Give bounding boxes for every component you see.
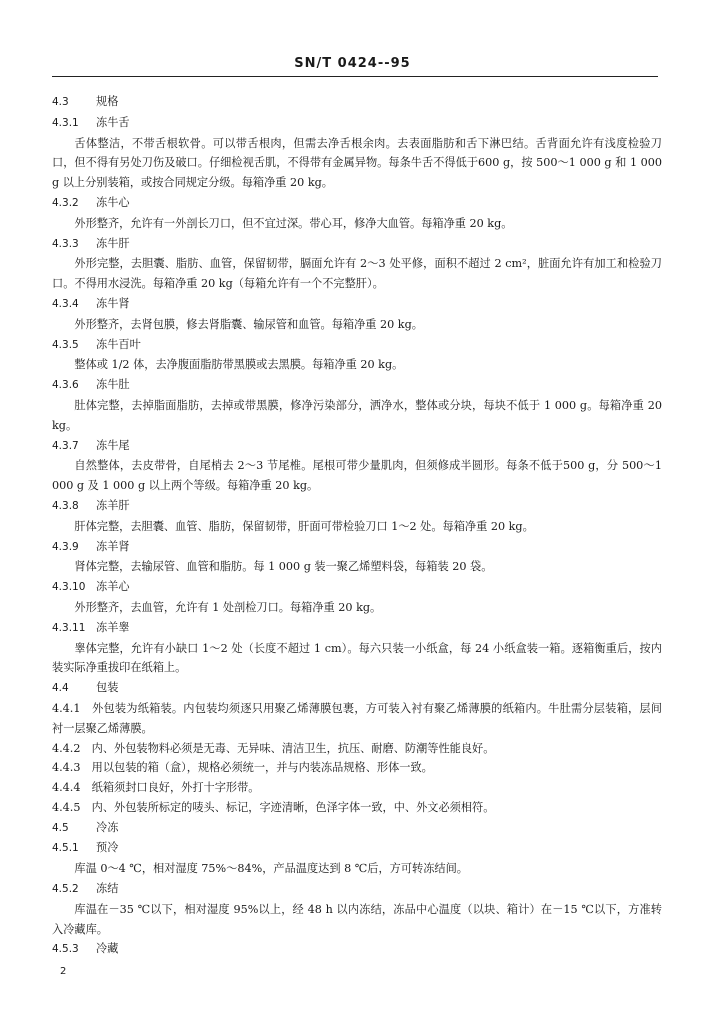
- section-heading: [52, 618, 662, 639]
- section-title: 冻牛舌: [96, 115, 130, 129]
- paragraph: 肚体完整，去掉脂面脂肪，去掉或带黑膜，修净污染部分，洒净水，整体或分块，每块不低于 1 000 g。每箱净重 20 kg。: [52, 398, 662, 432]
- paragraph: 库温在－35 ℃以下，相对湿度 95%以上，经 48 h 以内冻结，冻品中心温度（以块、箱计）在－15 ℃以下，方准转入冷藏库。: [52, 902, 662, 936]
- paragraph: 外形整齐，去肾包膜，修去肾脂囊、输尿管和血管。每箱净重 20 kg。: [74, 317, 423, 331]
- paragraph: 4.4.2 内、外包装物料必须是无毒、无异味、清洁卫生，抗压、耐磨、防潮等性能良好。: [52, 741, 495, 755]
- section-number: 4.3.7: [52, 439, 79, 452]
- section-title: 预冷: [96, 841, 119, 855]
- header-rule: [52, 76, 658, 77]
- section-title: 冻牛百叶: [96, 337, 141, 351]
- section-heading: [52, 496, 662, 517]
- section-heading: [52, 113, 662, 134]
- standard-code-header: SN/T 0424--95: [294, 56, 411, 71]
- section-number: 4.3.5: [52, 338, 79, 351]
- section-number: 4.3: [52, 96, 69, 108]
- section-heading: [52, 838, 662, 859]
- section-number: 4.3.6: [52, 379, 79, 392]
- paragraph: 4.4.3 用以包装的箱（盒），规格必须统一，并与内装冻品规格、形体一致。: [52, 761, 433, 775]
- section-title: 规格: [96, 95, 119, 108]
- section-heading: [52, 577, 662, 598]
- section-heading: [52, 436, 662, 457]
- section-heading: [52, 234, 662, 255]
- section-number: 4.5.1: [52, 842, 79, 855]
- paragraph: 舌体整洁，不带舌根软骨。可以带舌根肉，但需去净舌根余肉。去表面脂肪和舌下淋巴结。舌背面允许有浅度检验刀口，但不得有另处刀伤及破口。仔细检视舌肌，不得带有金属异物。每条牛舌不得低于600 g，按 500～1 000 g 和 1 000 g 以上分别装箱，或按合同规定分级。每箱净重 20 kg。: [52, 136, 662, 190]
- section-heading: [52, 335, 662, 356]
- paragraph: 外形完整，去胆囊、脂肪、血管，保留韧带，膈面允许有 2～3 处平修，面积不超过 2 cm²，脏面允许有加工和检验刀口。不得用水浸洗。每箱净重 20 kg（每箱允许有一个不完整肝）。: [52, 257, 662, 291]
- paragraph: 库温 0～4 ℃，相对湿度 75%～84%，产品温度达到 8 ℃后，方可转冻结间。: [74, 862, 468, 876]
- section-number: 4.5.3: [52, 943, 79, 956]
- section-heading: [52, 939, 662, 960]
- section-title: 冻牛心: [96, 195, 130, 209]
- paragraph: 4.4.4 纸箱须封口良好，外打十字形带。: [52, 781, 260, 795]
- section-number: 4.3.11: [52, 621, 86, 634]
- section-title: 冻牛尾: [96, 438, 130, 452]
- section-number: 4.3.10: [52, 581, 86, 594]
- section-title: 冷藏: [96, 942, 119, 956]
- section-title: 冻结: [96, 882, 119, 896]
- section-heading: [52, 375, 662, 396]
- section-title: 冻牛肝: [96, 236, 130, 250]
- section-title: 冷冻: [96, 820, 119, 834]
- section-heading: [52, 537, 662, 558]
- section-number: 4.3.8: [52, 499, 79, 512]
- section-number: 4.3.1: [52, 116, 79, 129]
- paragraph: 睾体完整，允许有小缺口 1～2 处（长度不超过 1 cm）。每六只装一小纸盒，每 24 小纸盒装一箱。逐箱衡重后，按内装实际净重拔印在纸箱上。: [52, 641, 662, 675]
- paragraph: 自然整体，去皮带骨，自尾梢去 2～3 节尾椎。尾根可带少量肌肉，但须修成半圆形。每条不低于500 g，分 500～1 000 g 及 1 000 g 以上两个等级。每箱净重 20 kg。: [52, 459, 662, 493]
- section-number: 4.3.9: [52, 540, 79, 553]
- section-heading: [52, 678, 662, 699]
- paragraph: 外形整齐，去血管，允许有 1 处剖检刀口。每箱净重 20 kg。: [74, 600, 382, 614]
- document-body: [52, 92, 662, 960]
- paragraph: 肝体完整，去胆囊、血管、脂肪，保留韧带，肝面可带检验刀口 1～2 处。每箱净重 20 kg。: [74, 519, 534, 533]
- section-number: 4.5: [52, 821, 69, 834]
- section-number: 4.3.4: [52, 297, 79, 310]
- section-title: 冻牛肾: [96, 296, 130, 310]
- section-number: 4.3.3: [52, 237, 79, 250]
- section-heading: [52, 193, 662, 214]
- paragraph: 外形整齐，允许有一外剖长刀口，但不宜过深。带心耳，修净大血管。每箱净重 20 kg。: [74, 216, 513, 230]
- section-heading: [52, 879, 662, 900]
- paragraph: 肾体完整，去输尿管、血管和脂肪。每 1 000 g 装一聚乙烯塑料袋，每箱装 20 袋。: [74, 560, 493, 574]
- section-heading: [52, 92, 662, 113]
- section-title: 冻羊肝: [96, 498, 130, 512]
- section-title: 冻羊肾: [96, 539, 130, 553]
- page-number: 2: [60, 966, 67, 977]
- section-heading: [52, 818, 662, 839]
- section-title: 冻牛肚: [96, 378, 130, 392]
- section-title: 冻羊心: [96, 580, 130, 594]
- section-number: 4.3.2: [52, 196, 79, 209]
- section-heading: [52, 294, 662, 315]
- paragraph: 4.4.5 内、外包装所标定的唛头、标记，字迹清晰，色泽字体一致，中、外文必须相符。: [52, 800, 495, 814]
- section-number: 4.5.2: [52, 883, 79, 896]
- section-title: 包装: [96, 681, 119, 695]
- section-number: 4.4: [52, 682, 69, 695]
- paragraph: 整体或 1/2 体，去净腹面脂肪带黑膜或去黑膜。每箱净重 20 kg。: [74, 358, 404, 372]
- section-title: 冻羊睾: [96, 620, 130, 634]
- paragraph: 4.4.1 外包装为纸箱装。内包装均须逐只用聚乙烯薄膜包裹，方可装入衬有聚乙烯薄膜的纸箱内。牛肚需分层装箱，层间衬一层聚乙烯薄膜。: [52, 701, 662, 735]
